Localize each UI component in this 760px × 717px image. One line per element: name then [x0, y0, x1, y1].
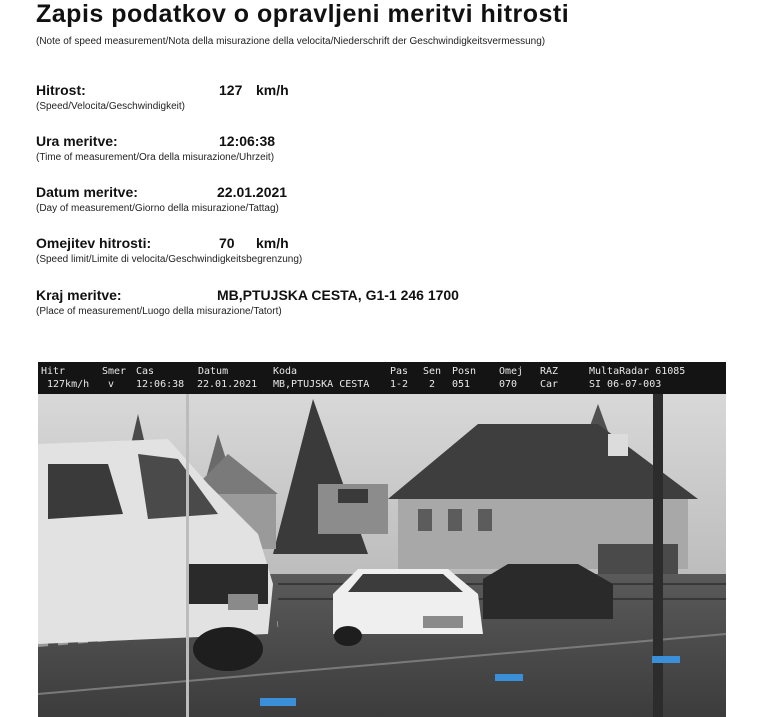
speed-translation: (Speed/Velocita/Geschwindigkeit) [36, 101, 185, 112]
osd-value-sen: 2 [429, 379, 436, 390]
osd-header-datum: Datum [198, 366, 229, 377]
osd-header-hitr: Hitr [41, 366, 66, 377]
radar-photo [38, 362, 726, 717]
time-translation: (Time of measurement/Ora della misurazione/Uhrzeit) [36, 152, 275, 163]
document-subtitle: (Note of speed measurement/Nota della misurazione della velocita/Niederschrift der Geschwindigkeitsvermessung) [36, 36, 546, 47]
marker-blue [260, 698, 296, 706]
osd-value-raz: Car [540, 379, 559, 390]
osd-value-posn: 051 [452, 379, 471, 390]
street-scene [38, 394, 726, 717]
marker-blue [495, 674, 523, 681]
place-label: Kraj meritve: [36, 287, 122, 303]
osd-value-cas: 12:06:38 [136, 379, 185, 390]
limit-translation: (Speed limit/Limite di velocita/Geschwindigkeitsbegrenzung) [36, 254, 303, 265]
radar-data-overlay [38, 362, 726, 394]
osd-header-sen: Sen [423, 366, 442, 377]
osd-header-posn: Posn [452, 366, 477, 377]
date-translation: (Day of measurement/Giorno della misurazione/Tattag) [36, 203, 279, 214]
osd-header-raz: RAZ [540, 366, 559, 377]
osd-header-omej: Omej [499, 366, 524, 377]
osd-value-smer: v [108, 379, 115, 390]
limit-label: Omejitev hitrosti: [36, 235, 152, 251]
thin-pole [186, 394, 189, 717]
place-value: MB,PTUJSKA CESTA, G1-1 246 1700 [217, 287, 459, 303]
date-label: Datum meritve: [36, 184, 138, 200]
osd-value-omej: 070 [499, 379, 518, 390]
osd-value-device-id: SI 06-07-003 [589, 379, 662, 390]
marker-blue [652, 656, 680, 663]
osd-header-pas: Pas [390, 366, 409, 377]
place-translation: (Place of measurement/Luogo della misurazione/Tatort) [36, 306, 282, 317]
osd-value-datum: 22.01.2021 [197, 379, 258, 390]
osd-header-cas: Cas [136, 366, 155, 377]
time-label: Ura meritve: [36, 133, 118, 149]
limit-unit: km/h [256, 235, 289, 251]
osd-header-koda: Koda [273, 366, 298, 377]
osd-value-hitr: 127km/h [47, 379, 90, 390]
speed-label: Hitrost: [36, 82, 86, 98]
pole [653, 394, 663, 717]
date-value: 22.01.2021 [217, 184, 288, 200]
speed-unit: km/h [256, 82, 289, 98]
osd-header-device: MultaRadar 61085 [589, 366, 686, 377]
speed-value: 127 [219, 82, 243, 98]
osd-value-pas: 1-2 [390, 379, 409, 390]
limit-value: 70 [219, 235, 235, 251]
osd-header-smer: Smer [102, 366, 127, 377]
document-title: Zapis podatkov o opravljeni meritvi hitrosti [36, 0, 570, 28]
time-value: 12:06:38 [219, 133, 276, 149]
osd-value-koda: MB,PTUJSKA CESTA [273, 379, 370, 390]
